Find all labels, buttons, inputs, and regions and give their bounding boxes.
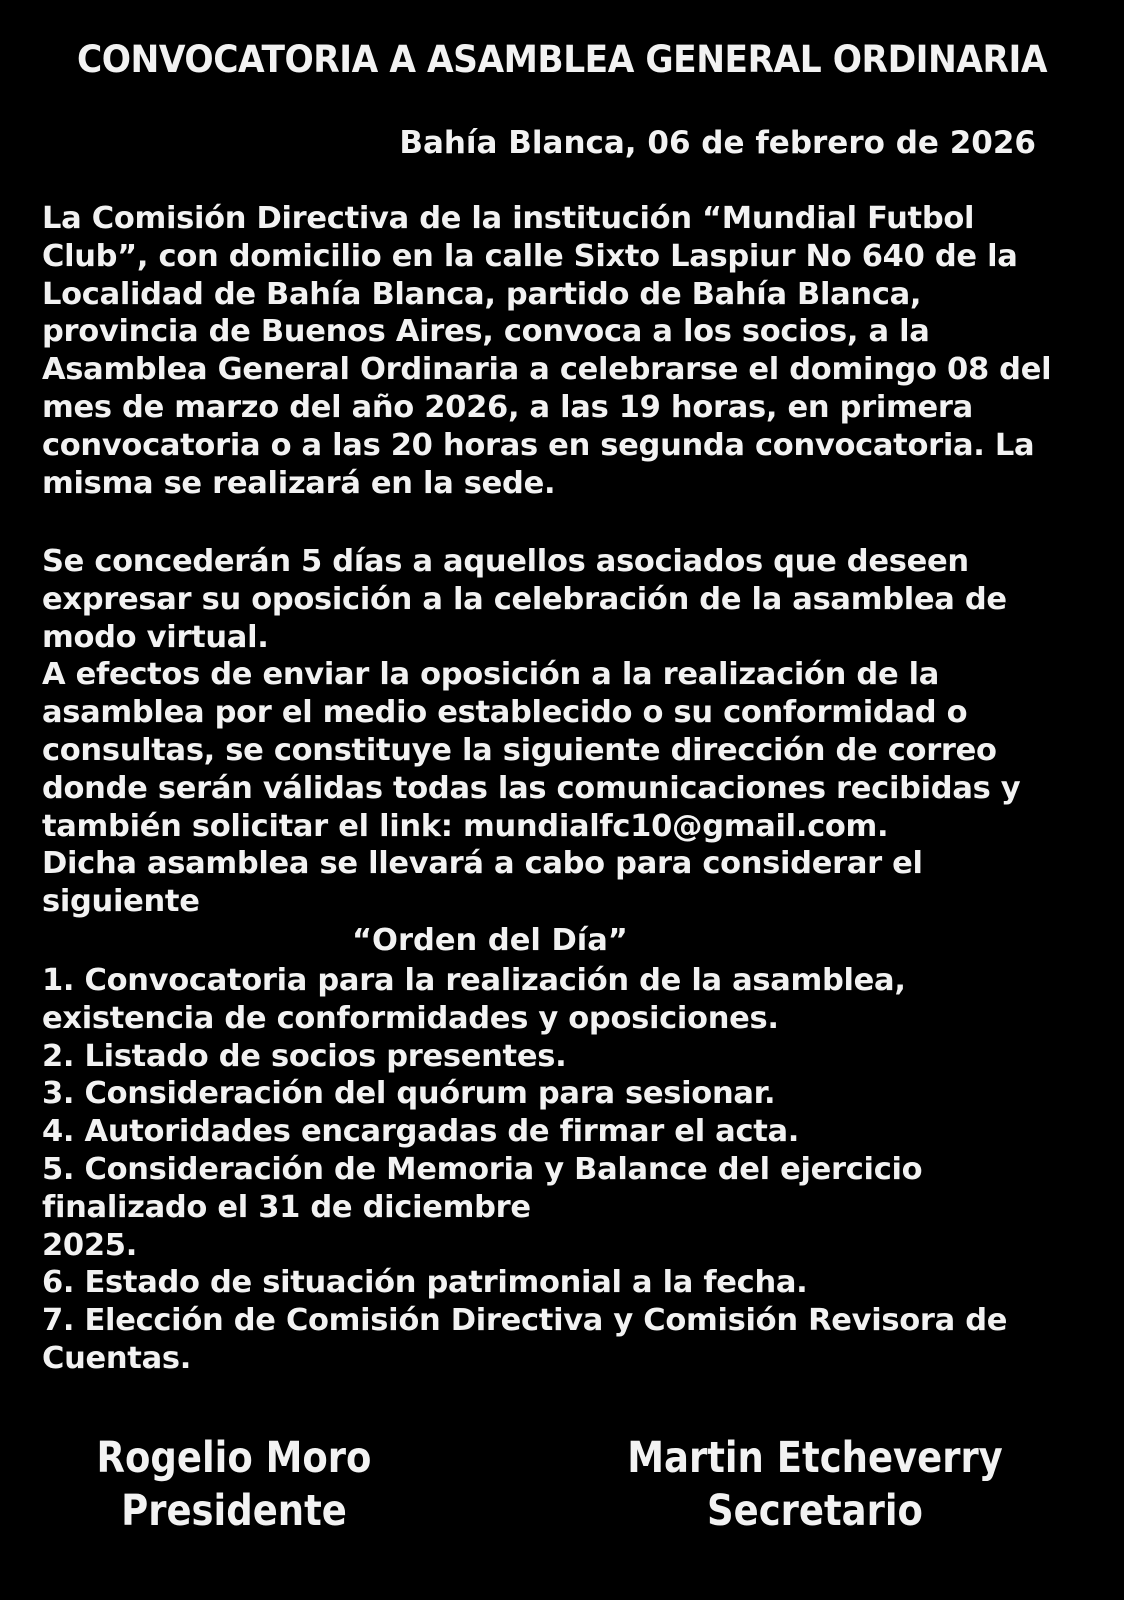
paragraph-line: asamblea por el medio establecido o su conformidad o (42, 695, 968, 731)
agenda-item: 6. Estado de situación patrimonial a la fecha. (42, 1265, 808, 1301)
paragraph-line-email: también solicitar el link: mundialfc10@gmail.com. (42, 808, 889, 844)
agenda-item: 1. Convocatoria para la realización de la asamblea, (42, 963, 906, 998)
agenda-item: Cuentas. (42, 1340, 191, 1376)
paragraph-line: Se concederán 5 días a aquellos asociados que deseen (42, 544, 969, 579)
paragraph-opposition (42, 543, 1102, 921)
document-title: CONVOCATORIA A ASAMBLEA GENERAL ORDINARIA (76, 38, 1048, 81)
agenda-item: 5. Consideración de Memoria y Balance del ejercicio (42, 1151, 923, 1187)
agenda-item: 4. Autoridades encargadas de firmar el acta. (42, 1114, 800, 1150)
paragraph-line: consultas, se constituye la siguiente dirección de correo (42, 732, 997, 768)
paragraph-line: siguiente (42, 884, 200, 920)
paragraph-line: A efectos de enviar la oposición a la realización de la (42, 657, 940, 693)
signatory-role: Presidente (121, 1486, 347, 1536)
paragraph-line: Asamblea General Ordinaria a celebrarse el domingo 08 del (42, 352, 1052, 388)
paragraph-line: La Comisión Directiva de la institución “Mundial Futbol (42, 201, 975, 236)
agenda-item: 3. Consideración del quórum para sesionar. (42, 1076, 776, 1112)
paragraph-line: donde serán válidas todas las comunicaciones recibidas y (42, 770, 1021, 806)
signatory-name: Rogelio Moro (96, 1433, 372, 1483)
agenda-item: 7. Elección de Comisión Directiva y Comisión Revisora de (42, 1303, 1008, 1339)
paragraph-line: misma se realizará en la sede. (42, 465, 556, 501)
signature-secretary (622, 1432, 1009, 1538)
agenda-title: “Orden del Día” (352, 923, 628, 958)
paragraph-line: Localidad de Bahía Blanca, partido de Bahía Blanca, (42, 276, 922, 312)
paragraph-convocation (42, 200, 1102, 502)
agenda-list (42, 962, 1102, 1378)
paragraph-line: provincia de Buenos Aires, convoca a los socios, a la (42, 314, 930, 350)
signatory-name: Martin Etcheverry (627, 1433, 1003, 1483)
paragraph-line: Club”, con domicilio en la calle Sixto Laspiur No 640 de la (42, 238, 1018, 274)
signature-president (79, 1432, 389, 1538)
agenda-item: finalizado el 31 de diciembre (42, 1189, 531, 1225)
signatory-role: Secretario (707, 1486, 923, 1536)
paragraph-line: Dicha asamblea se llevará a cabo para considerar el (42, 846, 923, 882)
agenda-item: 2. Listado de socios presentes. (42, 1038, 567, 1074)
paragraph-line: modo virtual. (42, 619, 269, 655)
date-line: Bahía Blanca, 06 de febrero de 2026 (399, 125, 1036, 161)
agenda-item: 2025. (42, 1227, 137, 1263)
paragraph-line: expresar su oposición a la celebración de la asamblea de (42, 581, 1007, 617)
paragraph-line: convocatoria o a las 20 horas en segunda convocatoria. La (42, 427, 1035, 463)
agenda-item: existencia de conformidades y oposiciones. (42, 1000, 779, 1036)
paragraph-line: mes de marzo del año 2026, a las 19 horas, en primera (42, 389, 973, 425)
